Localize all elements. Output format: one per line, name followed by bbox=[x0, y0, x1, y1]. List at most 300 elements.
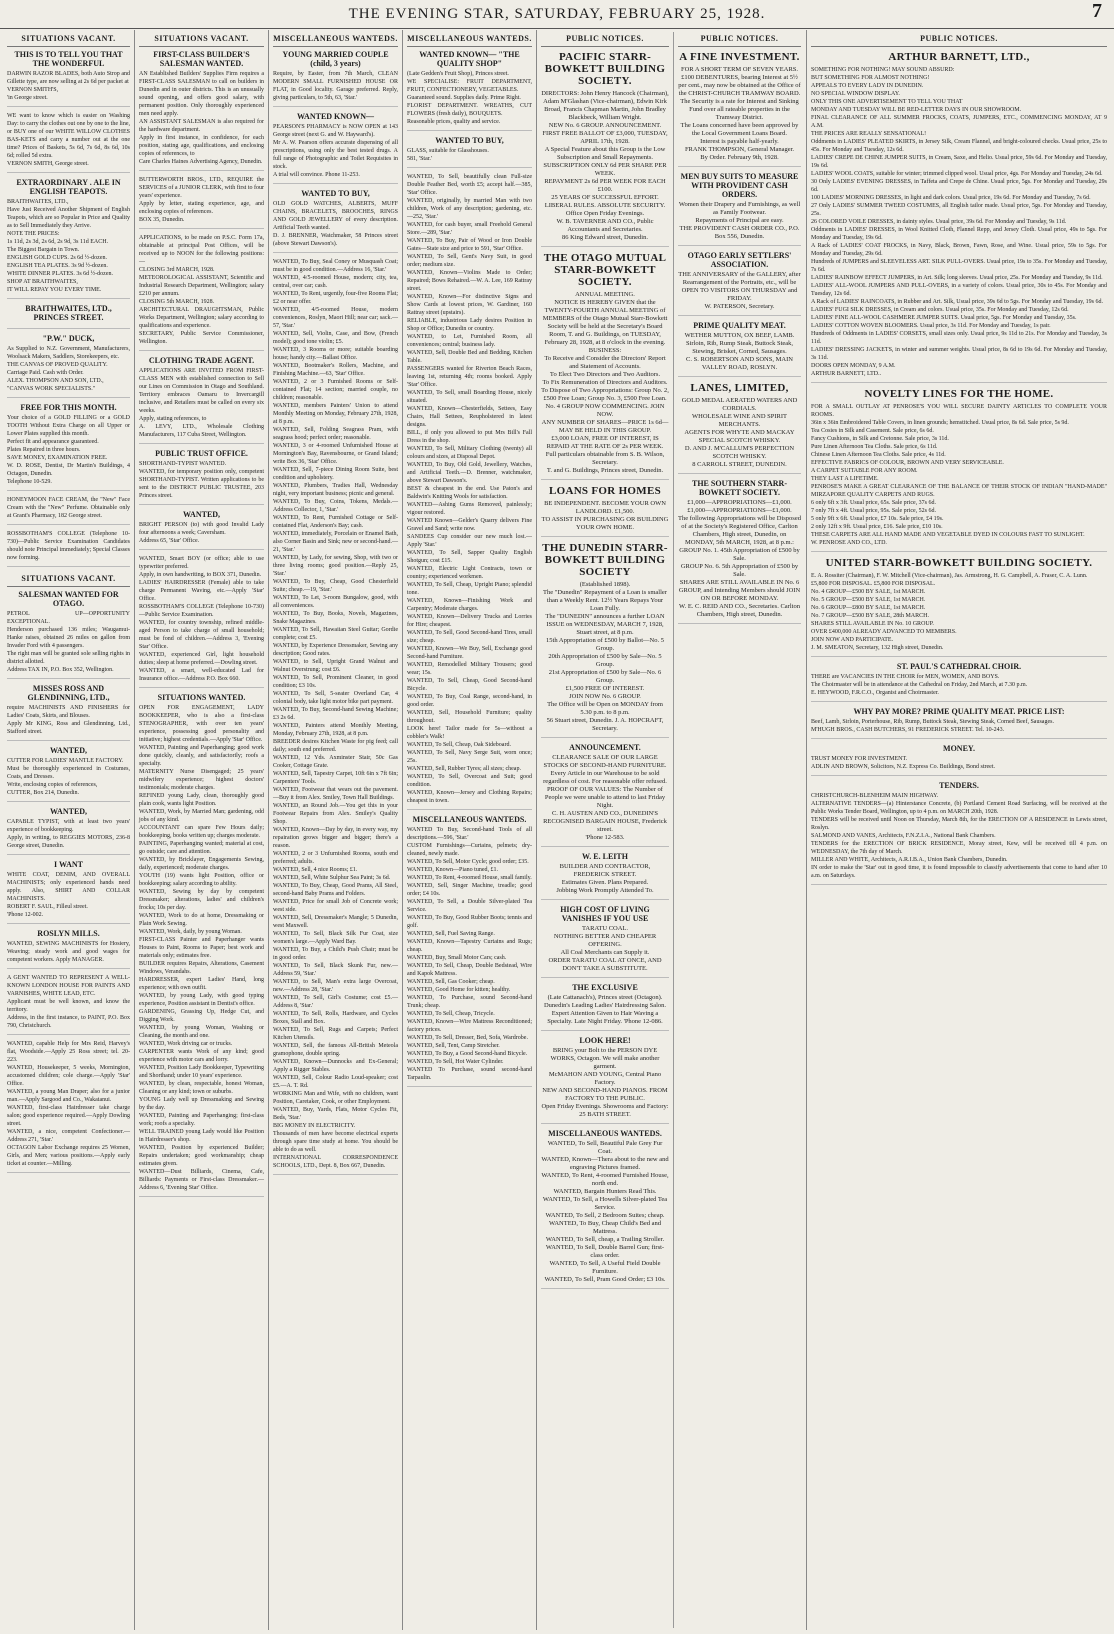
ad-text: WANTED, To Buy, a Child's Push Chair; must be in good order. bbox=[273, 947, 398, 961]
ad-text: C. H. AUSTEN AND CO., DUNEDIN'S RECOGNISED BARGAIN HOUSE, Frederick street. bbox=[543, 810, 667, 833]
ad-text: 2 only 12ft x 9ft. Usual price, £16. Sale price, £10 10s. bbox=[811, 524, 943, 530]
ad-text: (Established 1898). bbox=[579, 581, 631, 588]
ad-text: 581, 'Star.' bbox=[407, 156, 432, 162]
ad-text: ORDER TARATU COAL AT ONCE, AND DON'T TAKE A SUBSTITUTE. bbox=[548, 957, 662, 972]
ad-text: WANTED, Sell, Double Bed and Bedding, Kitchen Table. bbox=[407, 350, 532, 364]
ad-title: WANTED, bbox=[182, 510, 221, 519]
ad-text: Oddments in LADIES' PLEATED SKIRTS, in Jersey Silk, Cream Flannel, and bright-coloured checks. Usual price, 25s to 45s. For Monday and Tuesday, 12s 6d. bbox=[811, 139, 1107, 153]
ad-text: BRAITHWAITES, LTD., bbox=[7, 199, 69, 205]
ad-text: FIRST FREE BALLOT OF £3,000, TUESDAY, APRIL 17th, 1928. bbox=[542, 130, 668, 145]
ad-text: WELL TRAINED young Lady would like Position in Hairdresser's shop. bbox=[139, 1129, 264, 1143]
ad-text: FLORIST DEPARTMENT. WREATHS, CUT FLOWERS (fresh daily), BOUQUETS. bbox=[407, 103, 532, 117]
ad-text: BILL, if only you allowed to put Mrs Bill's Fall Dress in the shop. bbox=[407, 430, 532, 444]
ad-text: WANTED, To Buy, Second-hand Sewing Machine; £3 2s 6d. bbox=[273, 707, 398, 721]
advertisement bbox=[273, 258, 398, 1175]
ad-text: WANTED, Work driving car or trucks. bbox=[139, 1041, 233, 1047]
ad-text: WANTED, Known—Dunnocks and Ex-General; Apply a Rigger Stables. bbox=[273, 1059, 398, 1073]
ad-title: I WANT bbox=[54, 860, 83, 869]
ad-title: WANTED KNOWN— "THE QUALITY SHOP" bbox=[419, 50, 520, 68]
ad-text: WHITE DINNER PLATES. 3s 6d ½-dozen. bbox=[7, 271, 113, 277]
ad-text: WANTED, immediately, Porcelain or Enamel Bath, also Corner Basin and Sink; new or second-hand.—21, 'Star.' bbox=[273, 531, 398, 553]
ad-text: CLOSING 5th MARCH, 1928. bbox=[139, 299, 215, 305]
advertisement bbox=[541, 983, 669, 1031]
ad-text: WANTED, To Sell, A Useful Field Double Furniture. bbox=[549, 1260, 661, 1275]
ad-text: OCTAGON Labor Exchange requires 25 Women, Girls, and Men; various positions.—Apply early ticket at counter.—Milling. bbox=[7, 1145, 130, 1167]
ad-text: 56 Stuart street, Dunedin. J. A. HOPCRAFT, Secretary. bbox=[546, 717, 664, 732]
ad-text: SECRETARY, Public Service Commissioner, Wellington. bbox=[139, 331, 264, 345]
ad-heading: A FINE INVESTMENT. bbox=[679, 51, 800, 63]
ad-text: THERE are VACANCIES IN THE CHOIR for MEN, WOMEN, AND BOYS. bbox=[811, 674, 1000, 680]
ad-text: No. 7 GROUP—£500 BY SALE, 28th MARCH. bbox=[811, 613, 929, 619]
column-1 bbox=[3, 30, 135, 1630]
ad-text: PAINTING, Paperhanging wanted; material at cost, go outside; care and attention. bbox=[139, 841, 264, 855]
ad-text: WANTED, To Sell, cheap, a Trailing Stroller. bbox=[545, 1236, 665, 1243]
section-heading: SITUATIONS VACANT. bbox=[7, 572, 130, 587]
ad-text: BREEDER desires Kitchen Waste for pig feed; call daily; south end preferred. bbox=[273, 739, 398, 753]
ad-text: THE ANNIVERSARY of the GALLERY, after Rearrangement of the Portraits, etc., will be OPEN TO VISITORS ON THURSDAY and FRIDAY. bbox=[678, 271, 801, 302]
advertisement bbox=[678, 479, 801, 624]
ad-text: Address 65, 'Star' Office. bbox=[139, 538, 200, 544]
ad-text: WANTED, To Sell, a Double Silver-plated Tea Service. bbox=[407, 899, 532, 913]
ad-text: Write, enclosing copies of references, bbox=[7, 782, 98, 788]
ad-text: WANTED—Ashing Gums Removed, painlessly; vigour restored. bbox=[407, 502, 532, 516]
ad-text: CHRISTCHURCH-BLENHEIM MAIN HIGHWAY. bbox=[811, 793, 939, 799]
ad-text: No. 5 GROUP—£500 BY SALE, 1st MARCH. bbox=[811, 597, 926, 603]
ad-text: Your choice of a GOLD FILLING or a GOLD TOOTH Without Extra Charge on all Upper or Lower Plates supplied this month. bbox=[7, 415, 130, 437]
ad-text: WANTED, Remodelled Military Trousers; good wear; 15s. bbox=[407, 662, 532, 676]
advertisement bbox=[7, 590, 130, 679]
ad-text: Women their Drapery and Furnishings, as well as Family Footwear. bbox=[678, 201, 801, 216]
ad-text: AN Established Builders' Supplies Firm requires a FIRST-CLASS SALESMAN to call on builders in Dunedin and in outer districts. This is an unusually sound opening, and offers good salary, with permanent position. Only thoroughly experienced men need apply. bbox=[139, 71, 264, 117]
advertisement bbox=[541, 1129, 669, 1289]
ad-text: A GENT WANTED TO REPRESENT A WELL-KNOWN LONDON HOUSE FOR PAINTS AND VARNISHES, WHITE LEAD, ETC. bbox=[7, 975, 130, 997]
ad-text: WANTED, Work, daily, by young Woman. bbox=[139, 929, 242, 935]
ad-text: WANTED, To Sell, Dresser, Bed, Sofa, Wardrobe. bbox=[407, 1035, 528, 1041]
ad-text: THE PROVIDENT CASH ORDER CO., P.O. Box 556, Dunedin. bbox=[679, 225, 800, 240]
advertisement bbox=[7, 746, 130, 802]
ad-text: TENDERS for the ERECTION OF BRICK RESIDENCE, Moray street, Kew, will be received till 4 p.m. on WEDNESDAY, the 7th day of March. bbox=[811, 841, 1107, 855]
ad-text: WANTED, 3 or 4-roomed Unfurnished House at Mornington's Bay, Ravensbourne, or Grand Island; write Box 36, 'Star' Office. bbox=[273, 443, 398, 465]
ad-text: WANTED, To Sell, Cheap, Tricycle. bbox=[407, 1011, 495, 1017]
ad-text: WANTED, To Sell, Cheap, Upright Piano; splendid tone. bbox=[407, 582, 532, 596]
ad-text: WANTED, Work, by Married Man; gardening, odd jobs of any kind. bbox=[139, 809, 264, 823]
ad-text: WANTED, To Sell, small Boarding House, nicely situated. bbox=[407, 390, 532, 404]
ad-text: CLOSING 3rd MARCH, 1928. bbox=[139, 267, 215, 273]
advertisement bbox=[7, 807, 130, 855]
ad-text: REPAYMENT 2s 6d PER WEEK FOR EACH £100. bbox=[544, 178, 666, 193]
advertisement bbox=[678, 251, 801, 316]
ad-text: C. S. ROBERTSON AND SONS, MAIN VALLEY ROAD, ROSLYN. bbox=[686, 356, 793, 371]
columns bbox=[3, 30, 1111, 1630]
ad-text: Open Friday Evenings. Showrooms and Factory: 25 BATH STREET. bbox=[541, 1103, 669, 1118]
ad-text: To Elect Two Directors and Two Auditors. bbox=[549, 371, 661, 378]
ad-text: WANTED, To Buy, Coal Range, second-hand, in good order. bbox=[407, 694, 532, 708]
ad-title: MEN BUY SUITS TO MEASURE WITH PROVIDENT CASH ORDERS. bbox=[680, 172, 799, 199]
advertisement bbox=[7, 974, 130, 1035]
ad-title: OTAGO EARLY SETTLERS' ASSOCIATION. bbox=[687, 251, 792, 269]
ad-text: FOR A SHORT TERM OF SEVEN YEARS. bbox=[680, 66, 799, 73]
ad-text: NEW AND SECOND-HAND PIANOS. FROM FACTORY TO THE PUBLIC. bbox=[542, 1087, 668, 1102]
ad-text: 36in x 36in Embroidered Table Covers, in linen grounds; hemstitched. Usual price, 8s 6d. Sale price, 5s 9d. bbox=[811, 420, 1069, 426]
ad-title: TENDERS. bbox=[939, 781, 979, 790]
ad-text: To Fix Remuneration of Directors and Auditors. bbox=[542, 379, 668, 386]
ad-text: WANTED, Sell, Household Furniture; quality throughout. bbox=[407, 710, 532, 724]
ad-text: WANTED, Sell, Fuel Saving Range. bbox=[407, 931, 495, 937]
ad-text: LADIES' WOOL COATS, suitable for winter; trimmed clipped wool. Usual price, 4gs. For Monday and Tuesday, 24s 6d. bbox=[811, 171, 1103, 177]
ad-text: WANTED, Plumbers, Tradies Hall, Wednesday night, very important business; picnic and general. bbox=[273, 483, 398, 497]
ad-text: 100 LADIES' MORNING DRESSES, in light and dark colors. Usual price, 19s 6d. For Monday and Tuesday, 7s 6d. bbox=[811, 195, 1091, 201]
ad-text: Apply, stating references, to bbox=[139, 416, 207, 422]
ad-text: (Late Gedden's Fruit Shop), Princes street. bbox=[407, 71, 509, 77]
column-5 bbox=[537, 30, 807, 1630]
ad-text: PENROSE'S MAKE A GREAT CLEARANCE OF THE BALANCE OF THEIR STOCK OF INDIAN "HAND-MADE" MIRZAPORE QUALITY CARPETS AND RUGS. bbox=[811, 484, 1107, 498]
advertisement bbox=[273, 189, 398, 253]
ad-text: Applicant must be well known, and know the territory. bbox=[7, 999, 130, 1013]
ad-text: WANTED, Sell, Folding Seagrass Pram, with seagrass hood; perfect order; reasonable. bbox=[273, 427, 398, 441]
ad-heading: THE OTAGO MUTUAL STARR-BOWKETT SOCIETY. bbox=[543, 252, 667, 288]
advertisement bbox=[7, 1040, 130, 1173]
ad-title: MONEY. bbox=[943, 744, 975, 753]
ad-text: £100 DEBENTURES, bearing Interest at 5½ per cent., may now be obtained at the Office of the CHRIST-CHURCH TRAMWAY BOARD. bbox=[678, 74, 801, 97]
ad-text: GARDENING, Grassing Up, Hedge Cut, and Digging Work. bbox=[139, 1009, 264, 1023]
ad-text: Every Article in our Warehouse to be sold regardless of cost. For reasonable offer refused. bbox=[543, 770, 667, 785]
ad-text: CUTTER FOR LADIES' MANTLE FACTORY. bbox=[7, 758, 124, 764]
ad-text: ROBERT F. SAUL, Filleul street. bbox=[7, 904, 88, 910]
ad-text: WHOLESALE WINE AND SPIRIT MERCHANTS. bbox=[691, 413, 788, 428]
ad-text: WANTED, to Sell, Man's extra large Overcoat, new.—Address 28, 'Star.' bbox=[273, 979, 398, 993]
ad-title: SALESMAN WANTED FOR OTAGO. bbox=[18, 590, 119, 608]
ad-text: A CARPET SUITABLE FOR ANY ROOM. bbox=[811, 468, 918, 474]
ad-text: HARDRESSER, expert Ladies' Hand, long experience; with own outfit. bbox=[139, 977, 264, 991]
ad-text: WANTED, by Experience Dressmaker, Sewing any description; Good rates. bbox=[273, 643, 398, 657]
ad-text: SHOP AT BRAITHWAITES, bbox=[7, 279, 78, 285]
ad-text: Require, by Easter, from 7th March, CLEAN MODERN SMALL FURNISHED HOUSE OR FLAT, in Good locality. Garage preferred. Reply, giving particulars, to 5th, 63, 'Star.' bbox=[273, 71, 398, 101]
ad-text: WANTED, Sell, Gas Cooker; cheap. bbox=[407, 979, 495, 985]
ad-text: WANTED, To Buy, Old Gold, Jewellery, Watches, and Artificial Teeth.—D. Brenner, watchmaker, above Stewart Dawson's. bbox=[407, 462, 532, 484]
ad-text: BEST & cheapest in the end. Use Paton's and Baldwin's Knitting Wools for satisfaction. bbox=[407, 486, 532, 500]
advertisement bbox=[407, 136, 532, 168]
ad-text: 7 only 7ft x 4ft. Usual price, 95s. Sale price, 52s 6d. bbox=[811, 508, 936, 514]
ad-text: Apply Mr KING, Ross and Glendinning, Ltd., Stafford street. bbox=[7, 721, 130, 735]
ad-text: WANTED, To Rent, 4-roomed House, small family. bbox=[407, 875, 532, 881]
ad-text: Apply, in writing, to REGGIES MOTORS, 236-8 George street, Dunedin. bbox=[7, 835, 130, 849]
ad-text: To Receive and Consider the Directors' Report and Statement of Accounts. bbox=[544, 355, 666, 370]
ad-text: WANTED, 3 Rooms or more; suitable boarding house; handy city.—Ballast Office. bbox=[273, 347, 398, 361]
ad-text: GOLD MEDAL AERATED WATERS AND CORDIALS. bbox=[681, 397, 798, 412]
ad-heading: PACIFIC STARR-BOWKETT BUILDING SOCIETY. bbox=[544, 51, 666, 87]
ad-title: PRIME QUALITY MEAT. bbox=[693, 321, 786, 330]
ad-text: WANTED, Buy, Small Motor Cars; cash. bbox=[407, 955, 507, 961]
ad-text: WANTED, To Sell, Cheap, Double Bedstead, Wire and Kapok Mattress. bbox=[407, 963, 532, 977]
ad-title: PUBLIC TRUST OFFICE. bbox=[155, 449, 248, 458]
ad-text: The "DUNEDIN" announces a further LOAN ISSUE on WEDNESDAY, MARCH 7, 1928, Stuart street, at 8 p.m. bbox=[545, 613, 665, 636]
ad-text: 8 CARROLL STREET, DUNEDIN. bbox=[692, 461, 787, 468]
ad-text: WANTED, Known—Tapestry Curtains and Rugs; cheap. bbox=[407, 939, 532, 953]
ad-text: No. 4 GROUP NOW COMMENCING. JOIN NOW. bbox=[545, 403, 665, 418]
ad-text: LADIES' COTTON WOVEN BLOOMERS. Usual price, 3s 11d. For Monday and Tuesday, 1s pair. bbox=[811, 323, 1051, 329]
ad-text: D. J. BRENNER, Watchmaker, 58 Princes street (above Stewart Dawson's). bbox=[273, 233, 398, 247]
ad-text: LADIES' FUGI SILK DRESSES, in Cream and colors. Usual price, 35s. For Monday and Tuesday, 12s 6d. bbox=[811, 307, 1069, 313]
advertisement bbox=[7, 684, 130, 741]
ad-text: Office Open Friday Evenings. bbox=[565, 210, 645, 217]
ad-text: WANTED, Work to do at home, Dressmaking or Plain Work Sewing. bbox=[139, 913, 264, 927]
ad-text: WANTED, Buy, Yards, Flats, Motor Cycles Fit, Beds, 'Star.' bbox=[273, 1107, 398, 1121]
advertisement bbox=[811, 744, 1107, 776]
ad-text: BRING your Bolt to the PERSON DYE WORKS, Octagon. We will make another garment. bbox=[550, 1047, 660, 1070]
ad-text: WANTED, Sell, Dressmaker's Mangle; 5 Dunedin, west Maxwell. bbox=[273, 915, 398, 929]
ad-text: Oddments in LADIES' DRESSES, in Wool Knitted Cloth, Flannel Repp, and Jersey Cloth. Usual price, 49s to 5gs. For Monday and Tuesday, 19s 6d. bbox=[811, 227, 1107, 241]
ad-text: £1,000—APPROPRIATIONS—£1,000. bbox=[687, 507, 792, 514]
advertisement bbox=[273, 112, 398, 184]
ad-text: W. PENROSE AND CO., LTD. bbox=[811, 540, 887, 546]
ad-text: WANTED, a nice, competent Confectioner.—Address 271, 'Star.' bbox=[7, 1129, 130, 1143]
ad-text: OVER £400,000 ALREADY ADVANCED TO MEMBERS. bbox=[811, 629, 957, 635]
ad-text: All Coal Merchants can Supply it. bbox=[560, 949, 650, 956]
ad-text: NOTICE IS HEREBY GIVEN that the TWENTY-FOURTH ANNUAL MEETING of MEMBERS of the Otago Mutual Starr-Bowkett Society will be held at the Secretary's Board Room, T. and G. Buildings, on TUESDAY, February 28, 1928, at 8 o'clock in the evening. bbox=[542, 299, 668, 346]
advertisement bbox=[7, 178, 130, 299]
ad-text: Chinese Linen Afternoon Tea Cloths. Sale price, 4s 11d. bbox=[811, 452, 946, 458]
advertisement bbox=[139, 449, 264, 505]
ad-title: WANTED, bbox=[49, 746, 88, 755]
ad-text: Address TAX IN, P.O. Box 352, Wellington. bbox=[7, 667, 114, 673]
ad-text: WANTED, To Rent, urgently, four-five Rooms Flat; £2 or near offer. bbox=[273, 291, 399, 305]
ad-text: IT WILL REPAY YOU EVERY TIME. bbox=[7, 287, 102, 293]
ad-text: DARWIN RAZOR BLADES, both Auto Strop and Gillette type, are now selling at 2s 6d per packet at bbox=[7, 71, 130, 85]
ad-text: A. LEVY, LTD., Wholesale Clothing Manufacturers, 117 Cuba Street, Wellington. bbox=[139, 424, 264, 438]
ad-text: WANTED, Bargain Hunters Read This. bbox=[553, 1188, 657, 1195]
ad-text: WANTED, To Sell, Good Second-hand Tires, small size; cheap. bbox=[407, 630, 532, 644]
ad-text: DIRECTORS: John Henry Hancock (Chairman), Adam M'Glashan (Vice-chairman), Edwin Kirk Broad, Francis Chapman Martin, John Bradley Blackbeck, William Wright. bbox=[541, 90, 669, 121]
ad-title: EXTRAORDINARY . ALE IN ENGLISH TEAPOTS. bbox=[16, 178, 121, 196]
ad-text: BOX 35, Dunedin. bbox=[139, 217, 185, 223]
ad-text: ARTHUR BARNETT, LTD.. bbox=[811, 371, 882, 377]
ad-text: WE SPECIALISE: FRUIT DEPARTMENT, FRUIT, CONFECTIONERY, VEGETABLES. bbox=[407, 79, 532, 93]
section-heading: SITUATIONS VACANT. bbox=[7, 32, 130, 47]
ad-text: To Dispose of Two Appropriations: Group No. 2, £500 Free Loan; Group No. 3, £500 Free Loan. bbox=[541, 387, 669, 402]
ad-text: WANTED, To Rent, 4-roomed Furnished House, north end. bbox=[541, 1172, 669, 1187]
ad-text: WANTED, Sell, the famous All-British Meteola gramophone, double spring. bbox=[273, 1043, 398, 1057]
ad-text: WANTED, Footwear that wears out the pavement.—Buy it from Alex. Smiley, Town Hall Buildings. bbox=[273, 787, 398, 801]
column-2 bbox=[135, 30, 269, 1630]
ad-text: WANTED, To Buy, Coins, Tokens, Medals.—Address Collector, 1, 'Star.' bbox=[273, 499, 398, 513]
ad-text: TENDERS will be received until Noon on Thursday, March 8th, for the ERECTION OF A RESIDENCE in Lewis street, Roslyn. bbox=[811, 817, 1107, 831]
ad-text: WANTED, Known—Thera about to the new and engraving Pictures framed. bbox=[541, 1156, 669, 1171]
ad-text: Apply by letter, stating experience, age, and enclosing copies of references. bbox=[139, 201, 264, 215]
ad-text: 'in George street. bbox=[7, 95, 48, 101]
ad-text: T. and G. Buildings, Princes street, Dunedin. bbox=[546, 467, 664, 474]
ad-text: SALMOND AND VANES, Architects, F.N.Z.I.A., National Bank Chambers. bbox=[811, 833, 996, 839]
ad-text: WANTED, Known—Chesterfields, Settees, Easy Chairs, Hall Settees, Reupholstered in latest designs. bbox=[407, 406, 532, 428]
ad-text: The Office will be Open on MONDAY from 5.30 p.m. to 8 p.m. bbox=[547, 701, 663, 716]
ad-text: McMAHON AND YOUNG, Central Piano Factory. bbox=[548, 1071, 662, 1086]
ad-text: £3,000 LOAN, FREE OF INTEREST, IS REPAID AT THE RATE OF 2s PER WEEK. bbox=[546, 435, 664, 450]
ad-text: Have Just Received Another Shipment of English Teapots, which are so Popular in Price and Quality as to Sell Immediately they Arrive. bbox=[7, 207, 130, 229]
advertisement bbox=[7, 334, 130, 398]
ad-text: APPLICATIONS ARE INVITED FROM FIRST-CLASS MEN with established connection to Sell our Lines on Commission in Otago and Southland. Territory embraces Oamaru to Invercargill inclusive, and Retailers must be called on every six weeks. bbox=[139, 368, 264, 414]
ad-text: WANTED, Known—Delivery Trucks and Lorries for Hire; cheapest. bbox=[407, 614, 532, 628]
ad-text: The Loans concerned have been approved by the Local Government Loans Board. bbox=[680, 122, 799, 137]
advertisement bbox=[273, 50, 398, 107]
ad-text: FOR A SMALL OUTLAY AT PENROSE'S YOU WILL SECURE DAINTY ARTICLES TO COMPLETE YOUR ROOMS. bbox=[811, 404, 1107, 418]
ad-text: SHORTHAND-TYPIST WANTED. bbox=[139, 461, 227, 467]
ad-text: WANTED, 12 Yds. Axminster Stair, 50c Gas Cooker, Cottage Grate. bbox=[273, 755, 398, 769]
ad-text: A trial will convince. Phone 11-253. bbox=[273, 172, 360, 178]
ad-text: WANTED, Price for small Job of Concrete work; west side. bbox=[273, 899, 398, 913]
ad-text: GROUP No. 1. 45th Appropriation of £500 by Sale. bbox=[679, 547, 800, 562]
ad-text: WANTED, Known—Finishing Work and Carpentry; Moderate charges. bbox=[407, 598, 532, 612]
ad-text: The right man will be granted sole selling rights in district allotted. bbox=[7, 651, 130, 665]
ad-title: SITUATIONS WANTED. bbox=[157, 693, 246, 702]
ad-text: WANTED, To Buy, Seal Coney or Musquash Coat; must be in good condition.—Address 16, 'Star.' bbox=[273, 259, 398, 273]
ad-text: LOOK here! Tailor made for 5s—without a cobbler's Walk! bbox=[407, 726, 532, 740]
advertisement bbox=[7, 112, 130, 173]
ad-text: WANTED, To Sell, 2 Bedroom Suites; cheap. bbox=[545, 1212, 665, 1219]
ad-text: ENGLISH TEA PLATES. 3s 9d ½-dozen. bbox=[7, 263, 108, 269]
ad-text: 6 only 6ft x 3ft. Usual price, 65s. Sale price, 37s 6d. bbox=[811, 500, 936, 506]
ad-text: THE PRICES ARE REALLY SENSATIONAL! bbox=[811, 131, 927, 137]
ad-text: Guaranteed sound. Supplies daily. Prime Right. bbox=[407, 95, 521, 101]
ad-title: FREE FOR THIS MONTH. bbox=[20, 403, 117, 412]
ad-text: WANTED, To Sell, Cheap, Good Second-hand Bicycle. bbox=[407, 678, 532, 692]
ad-text: ALTERNATIVE TENDERS—(a) Hinterstance Concrete, (b) Portland Cement Road Surfacing, will be received at the Public Works Tender Board, Wellington, up to 4 p.m. on MARCH 20th, 1928. bbox=[811, 801, 1107, 815]
ad-title: WANTED TO BUY, bbox=[435, 136, 504, 145]
ad-text: VERNON SMITH'S, bbox=[7, 87, 59, 93]
ad-text: The Security is a rate for Interest and Sinking Fund over all rateable properties in the Tramway District. bbox=[680, 98, 799, 121]
ad-text: 30 Only LADIES' EVENING DRESSES, in Taffeta and Crepe de Chine. Usual price, 5gs. For Monday and Tuesday, 29s 6d. bbox=[811, 179, 1107, 193]
ad-text: WANTED, 2 or 3 Furnished Rooms or Self-contained Flat; 14 section; married couple, no children; reasonable. bbox=[273, 379, 398, 401]
ad-text: PASSENGERS wanted for Riverton Beach Races, leaving 1st, returning 4th; rooms booked. Apply 'Star' Office. bbox=[407, 366, 532, 388]
ad-text: WANTED, Sell, 7-piece Dining Room Suite, best condition and upholstery. bbox=[273, 467, 398, 481]
ad-heading: LANES, LIMITED, bbox=[690, 382, 789, 394]
ad-text: WANTED, To Let, 3-room Bungalow, good, with all conveniences. bbox=[273, 595, 398, 609]
ad-text: WANTED, Good Home for kitten; healthy. bbox=[407, 987, 511, 993]
ad-text: LADIES' ALL-WOOL JUMPERS AND PULL-OVERS, in a variety of colors. Usual price, 30s to 45s. For Monday and Tuesday, 12s 6d. bbox=[811, 283, 1107, 297]
column-4 bbox=[403, 30, 537, 1630]
ad-title: HIGH COST OF LIVING VANISHES IF YOU USE bbox=[560, 905, 650, 923]
advertisement bbox=[407, 173, 532, 810]
ad-text: WANTED, Known—Violins Made to Order; Repaired; Bows Rehaired.—W. A. Lee, 169 Rattray street. bbox=[407, 270, 532, 292]
ad-text: MATERNITY Nurse Disengaged; 25 years' midwifery experience; highest doctors' testimonials; moderate charges. bbox=[139, 769, 264, 791]
ad-text: MONDAY AND TUESDAY WILL BE RED-LETTER DAYS IN OUR SHOWROOM. bbox=[811, 107, 1022, 113]
ad-text: 20th Appropriation of £500 by Sale—No. 5 Group. bbox=[548, 653, 662, 668]
ad-text: WANTED, Known—Day by day, in every way, my repairation grows bigger and bigger; there's a reason. bbox=[273, 827, 398, 849]
ad-text: WANTED, Known—For distinctive Signs and Show Cards at lowest prices, W. Gardiner, 160 Rattray street (upstairs). bbox=[407, 294, 532, 316]
column-7 bbox=[807, 30, 1111, 1630]
public-notices-left bbox=[541, 32, 669, 1628]
ad-text: Must be thoroughly experienced in Costumes, Coats, and Dresses. bbox=[7, 766, 130, 780]
ad-text: CUTTER, Box 214, Dunedin. bbox=[7, 790, 79, 796]
ad-text: BRIGHT PERSON (to) with good Invalid Lady four afternoons a week; Caversham. bbox=[139, 522, 264, 536]
ad-text: WANTED, a smart, well-educated Lad for Insurance office.—Address P.O. Box 660. bbox=[139, 668, 264, 682]
column-3 bbox=[269, 30, 403, 1630]
ad-text: WANTED, To Buy, Good Rubber Boots; tennis and golf. bbox=[407, 915, 532, 929]
ad-text: 5 only 9ft x 6ft. Usual price, £7 10s. Sale price, £4 19s. bbox=[811, 516, 944, 522]
ad-text: BUT SOMETHING FOR ALMOST NOTHING! bbox=[811, 75, 930, 81]
ad-title: FIRST-CLASS BUILDER'S SALESMAN WANTED. bbox=[153, 50, 250, 68]
advertisement bbox=[139, 50, 264, 171]
ad-title: WANTED TO BUY, bbox=[301, 189, 370, 198]
ad-text: WANTED, Sell, Colour Radio Loud-speaker; cost £5.—A. T. Rd. bbox=[273, 1075, 398, 1089]
ad-heading: THE DUNEDIN STARR-BOWKETT BUILDING SOCIETY bbox=[542, 542, 668, 578]
ad-text: ROSSBOTHAM'S COLLEGE (Telephone 10-730)—Public Service Examination Candidates should note Principal immediately; Special Classes now forming. bbox=[7, 531, 130, 561]
ad-text: Telephone 10-529. bbox=[7, 479, 52, 485]
ad-title: MISCELLANEOUS WANTEDS. bbox=[412, 815, 527, 824]
ad-text: WANTED, by young Lady, with good typing experience, Position assistant in Dentist's office. bbox=[139, 993, 264, 1007]
advertisement bbox=[7, 860, 130, 924]
ad-heading: ARTHUR BARNETT, LTD., bbox=[888, 51, 1030, 63]
ad-text: 'Phone 12-583. bbox=[585, 834, 625, 841]
ad-text: WANTED, Smart BOY (or office; able to use typewriter preferred. bbox=[139, 556, 264, 570]
ad-text: E. A. Rossiter (Chairman), F. W. Mitchell (Vice-chairman), Jas. Armstrong, H. G. Campbell, A. Fraser, C. A. Lunn. bbox=[811, 573, 1088, 579]
ad-text: WETHER MUTTON, OX BEEF, LAMB. bbox=[684, 332, 795, 339]
ad-title: ANNOUNCEMENT. bbox=[569, 743, 641, 752]
advertisement bbox=[541, 51, 669, 247]
ad-title: MISSES ROSS AND GLENDINNING, LTD., bbox=[27, 684, 110, 702]
ad-text: WANTED, for cash buyer, small Freehold General Store.—289, 'Star.' bbox=[407, 222, 532, 236]
public-notices-right bbox=[673, 32, 801, 1628]
ad-text: CAPABLE TYPIST, with at least two years' experience of bookkeeping. bbox=[7, 819, 130, 833]
ad-text: BE INDEPENDENT. BECOME YOUR OWN LANDLORD. £1,500. bbox=[544, 500, 666, 515]
ad-text: WANTED, Sell, Tapestry Carpet, 10ft 6in x 7ft 6in; Carpenters' Tools. bbox=[273, 771, 398, 785]
ad-text: Plates Repaired in three hours. bbox=[7, 447, 81, 453]
ad-text: Fancy Cushions, in Silk and Cretonne. Sale price, 3s 11d. bbox=[811, 436, 949, 442]
ad-text: WANTED, To Rent, Furnished Cottage or Self-contained Flat, Anderson's Bay; cash. bbox=[273, 515, 398, 529]
ad-title: "P.W." DUCK, bbox=[42, 334, 95, 343]
ad-text: NO SPECIAL WINDOW DISPLAY. bbox=[811, 91, 900, 97]
ad-text: NOTHING BETTER AND CHEAPER OFFERING. bbox=[553, 933, 657, 948]
ad-text: JOIN NOW No. 6 GROUP. bbox=[569, 693, 641, 700]
ad-text: ALEX. THOMPSON AND SON, LTD., bbox=[7, 378, 104, 384]
ad-text: EFFECTIVE FABRICS OF COLOUR, BROWN AND VERY SERVICEABLE. bbox=[811, 460, 1004, 466]
ad-text: METEOROLOGICAL ASSISTANT, Scientific and Industrial Research Department, Wellington; salary £210 per annum. bbox=[139, 275, 264, 297]
ad-text: WANTED, To Sell, Black Silk Fur Coat, size women's large.—Apply Ward Bay. bbox=[273, 931, 398, 945]
advertisement bbox=[407, 50, 532, 131]
ad-text: £1,500 FREE OF INTEREST. bbox=[565, 685, 645, 692]
ad-heading: LOANS FOR HOMES bbox=[548, 485, 662, 497]
ad-text: INTERNATIONAL CORRESPONDENCE SCHOOLS, LTD., Dept. 8, Box 667, Dunedin. bbox=[273, 1155, 398, 1169]
ad-text: WANTED, To Sell, Double Barrel Gun; first-class order. bbox=[545, 1244, 665, 1259]
ad-text: WANTED, To Sell, Pram Good Order; £3 10s. bbox=[544, 1276, 666, 1283]
ad-text: GROUP No. 6. 5th Appropriation of £500 by Sale. bbox=[680, 563, 799, 578]
advertisement bbox=[7, 403, 130, 491]
ad-text: W. E. C. REID AND CO., Secretaries. Carlton Chambers, High street, Dunedin. bbox=[679, 603, 800, 618]
ad-text: Interest is payable half-yearly. bbox=[700, 138, 779, 145]
ad-text: LADIES' DRESSING JACKETS, in winter and summer weights. Usual price, 8s 6d to 19s 6d. For Monday and Tuesday, 3s 11d. bbox=[811, 347, 1107, 361]
ad-text: JOIN NOW AND PARTICIPATE. bbox=[811, 637, 894, 643]
ad-text: WANTED, Painting and Paperhanging; good work done quickly, cleanly, and satisfactorily; roofs a specialty. bbox=[139, 745, 264, 767]
advertisement bbox=[541, 852, 669, 900]
ad-text: The Biggest Bargain in Town. bbox=[7, 247, 80, 253]
ad-text: WANTED, Known—Jersey and Clothing Repairs; cheapest in town. bbox=[407, 790, 532, 804]
ad-text: WANTED, a young Man Draper; also for a junior man.—Apply Sargood and Co., Wakatanui. bbox=[7, 1089, 130, 1103]
ad-title: THE EXCLUSIVE bbox=[572, 983, 638, 992]
ad-text: WANTED, To Sell, a Howells Silver-plated Tea Service. bbox=[542, 1196, 668, 1211]
ad-text: WANTED, Sell, Singer Machine, treadle; good order; £4 10s. bbox=[407, 883, 532, 897]
ad-text: WANTED, Painting and Paperhanging; first-class work; roofs a specialty. bbox=[139, 1113, 264, 1127]
ad-text: W. D. ROSE, Dentist, Dr Martin's Buildings, 4 Octagon, Dunedin. bbox=[7, 463, 130, 477]
advertisement bbox=[7, 530, 130, 567]
ad-title: ST. PAUL'S CATHEDRAL CHOIR. bbox=[896, 662, 1022, 671]
ad-text: A Special Feature about this Group is the Low Subscription and Small Repayments. bbox=[544, 146, 666, 161]
ad-text: VERNON SMITH, George street. bbox=[7, 161, 89, 167]
advertisement bbox=[407, 815, 532, 1087]
ad-text: REFINED young Lady, clean, thoroughly good plain cook, wants light Position. bbox=[139, 793, 264, 807]
ad-text: WANTED, To Sell, Girl's Costume; cost £5.—Address 8, 'Star.' bbox=[273, 995, 398, 1009]
ad-text: Estimates Given. Plans Prepared. bbox=[561, 879, 649, 886]
ad-text: LADIES' CREPE DE CHINE JUMPER SUITS, in Cream, Saxe, and Helio. Usual price, 59s 6d. For Monday and Tuesday, 19s 6d. bbox=[811, 155, 1107, 169]
section-heading: MISCELLANEOUS WANTEDS. bbox=[273, 32, 398, 47]
ad-text: WANTED, originally, by married Man with two children, Work of any description; gardening, etc.—252, 'Star.' bbox=[407, 198, 532, 220]
